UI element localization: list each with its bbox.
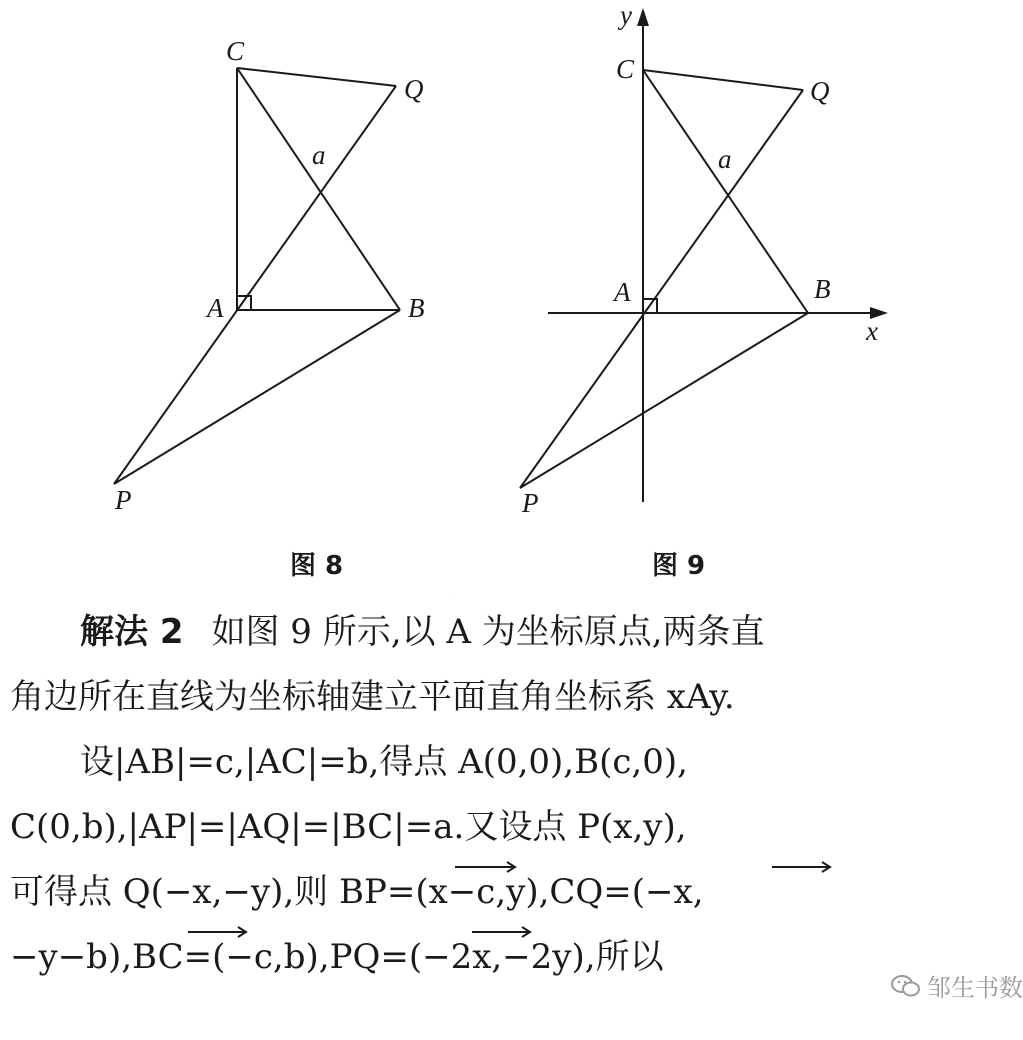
label-c: C	[226, 36, 245, 66]
label-b: B	[814, 274, 831, 304]
y-axis-arrow	[637, 8, 649, 26]
label-x: x	[866, 316, 878, 346]
segment-pb	[114, 310, 400, 484]
label-p: P	[115, 485, 132, 515]
figure-8-caption: 图 8	[290, 551, 344, 581]
segment-cq	[237, 68, 396, 86]
segment-qp	[114, 86, 396, 484]
label-a-length: a	[718, 144, 732, 174]
solution-heading: 解法 2	[80, 612, 184, 652]
figure-9-caption: 图 9	[652, 551, 706, 581]
text-line-2: 角边所在直线为坐标轴建立平面直角坐标系 xAy.	[10, 677, 735, 717]
text-line-3: 设|AB|=c,|AC|=b,得点 A(0,0),B(c,0),	[80, 742, 688, 782]
label-q: Q	[810, 76, 830, 106]
segment-pb	[520, 313, 808, 488]
watermark	[891, 968, 1023, 1003]
label-y: y	[620, 0, 632, 30]
wechat-icon	[891, 974, 921, 998]
label-a-length: a	[312, 140, 326, 170]
text-line-4: C(0,b),|AP|=|AQ|=|BC|=a.又设点 P(x,y),	[10, 807, 687, 847]
label-c: C	[616, 54, 635, 84]
text-line-1	[10, 600, 1013, 665]
label-b: B	[408, 293, 425, 323]
segment-cb	[643, 70, 808, 313]
text-line-1-body: 如图 9 所示,以 A 为坐标原点,两条直	[211, 612, 765, 652]
text-line-5: 可得点 Q(−x,−y),则 BP=(x−c,y),CQ=(−x,	[10, 872, 704, 912]
label-q: Q	[404, 74, 424, 104]
segment-qp	[520, 90, 803, 488]
figure-9	[520, 0, 888, 581]
label-a: A	[614, 277, 631, 307]
segment-cq	[643, 70, 803, 90]
label-a: A	[207, 293, 224, 323]
figure-8	[114, 36, 425, 581]
watermark-text: 邹生书数	[927, 974, 1023, 1002]
solution-text	[10, 600, 1013, 990]
text-line-6: −y−b),BC=(−c,b),PQ=(−2x,−2y),所以	[10, 937, 664, 977]
segment-cb	[237, 68, 400, 310]
label-p: P	[522, 488, 539, 518]
